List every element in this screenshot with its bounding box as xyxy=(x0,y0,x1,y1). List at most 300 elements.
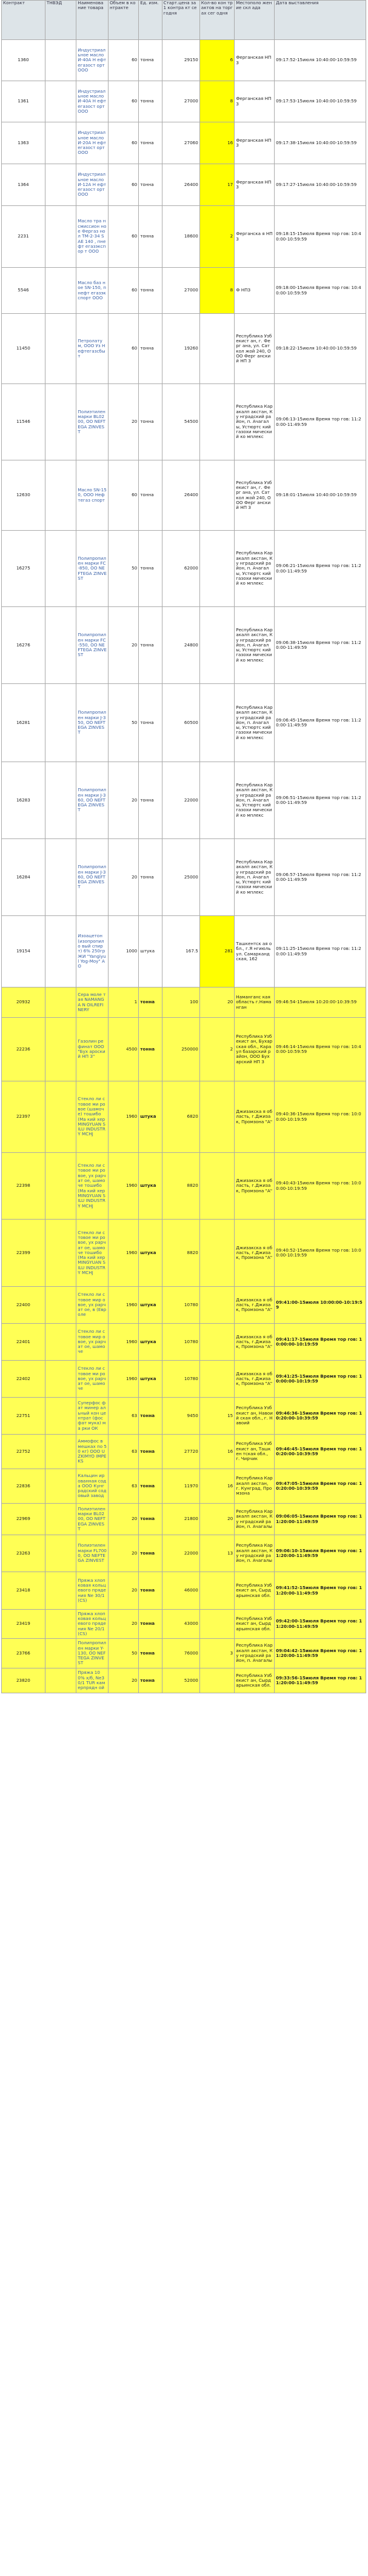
location-cell: Наманганс кая область г.Наманган xyxy=(235,988,275,1018)
date-cell: 09:33:56-15июля Время тор гов: 11:20:00-11:49:59 xyxy=(275,1668,366,1693)
price-cell: 27720 xyxy=(162,1435,199,1469)
date-cell: 09:17:53-15июля 10:40:00-10:59:59 xyxy=(275,81,366,122)
location-cell: Республика Узбекист ан, Бухарская обл., Караул базарский район, ООО Бух арский НП З xyxy=(235,1018,275,1081)
price-cell: 24800 xyxy=(162,607,199,684)
lots-cell xyxy=(199,1668,234,1693)
qty-cell: 60 xyxy=(108,122,138,164)
lots-cell xyxy=(199,607,234,684)
date-cell: 09:46:36-15июля Время тор гов: 10:20:00-10:39:59 xyxy=(275,1398,366,1435)
unit-cell: тонна xyxy=(139,1535,162,1572)
header-price: Старт.цена за 1 контра кт сегодня xyxy=(162,1,199,40)
lots-cell xyxy=(199,314,234,384)
location-cell: Республика Узбекист ан, г. Ферг ана, ул. Сат кол жой 240, ООО Ферг анский НП З xyxy=(235,460,275,531)
lots-cell xyxy=(199,1610,234,1639)
product-link[interactable]: Стекло ли стовое ми ровое, ух рарчат ое, шамоче тошибо (Ма кий хер MINGYUAN SILU INDUSTRY MCHJ xyxy=(78,1163,106,1209)
table-row[interactable] xyxy=(2,1153,366,1220)
table-row[interactable] xyxy=(2,1220,366,1287)
tnved-cell xyxy=(45,531,76,607)
location-cell: Джизакска я область, г.Джизак, Промзона "А" xyxy=(235,1324,275,1361)
qty-cell: 20 xyxy=(108,607,138,684)
location-cell: Республика Каракалп акстан, Ку нградский район, п. Ачагалы, Устюртс кий газохи мический ко мплекс xyxy=(235,762,275,839)
qty-cell: 1960 xyxy=(108,1220,138,1287)
table-row[interactable] xyxy=(2,1398,366,1435)
contract-id: 22399 xyxy=(2,1220,45,1287)
product-link[interactable]: Стекло ли стовое мир овое, ух рарчат ое, в (Евроле xyxy=(78,1292,107,1318)
unit-cell: штука xyxy=(139,1361,162,1398)
tnved-cell xyxy=(45,268,76,314)
product-link[interactable]: Полиэтилен марки FL7000, OO NEFTEGA ZINVEST xyxy=(78,1542,107,1564)
unit-cell: тонна xyxy=(139,1018,162,1081)
tnved-cell xyxy=(45,460,76,531)
table-row[interactable] xyxy=(2,460,366,531)
lots-cell: 16 xyxy=(199,122,234,164)
contract-id: 22236 xyxy=(2,1018,45,1081)
unit-cell: тонна xyxy=(139,164,162,206)
unit-cell: тонна xyxy=(139,1435,162,1469)
qty-cell: 1960 xyxy=(108,1361,138,1398)
qty-cell: 1000 xyxy=(108,916,138,988)
header-contract: Контракт xyxy=(2,1,45,40)
price-cell: 9450 xyxy=(162,1398,199,1435)
contract-id: 22398 xyxy=(2,1153,45,1220)
product-link[interactable]: Стекло ли стовое ми ровое (шамоче) тошибо (Ма кий хер MINGYUAN SILU INDUSTRY MCHJ xyxy=(78,1096,105,1137)
tnved-cell xyxy=(45,1018,76,1081)
unit-cell: тонна xyxy=(139,1469,162,1504)
contract-id: 22836 xyxy=(2,1469,45,1504)
tnved-cell xyxy=(45,839,76,916)
lots-cell: 8 xyxy=(199,268,234,314)
contracts-table xyxy=(1,0,366,1693)
lots-cell xyxy=(199,684,234,762)
table-row[interactable] xyxy=(2,1610,366,1639)
date-cell: 09:17:52-15июля 10:40:00-10:59:59 xyxy=(275,40,366,81)
tnved-cell xyxy=(45,122,76,164)
lots-cell: 8 xyxy=(199,81,234,122)
tnved-cell xyxy=(45,164,76,206)
lots-cell: 16 xyxy=(199,1435,234,1469)
contract-id: 23766 xyxy=(2,1639,45,1668)
table-row[interactable] xyxy=(2,1018,366,1081)
date-cell: 09:42:00-15июля Время тор гов: 11:20:00-11:49:59 xyxy=(275,1610,366,1639)
product-link[interactable]: Полипропилен марки J-360, OO NEFTEGA ZINVEST xyxy=(78,864,106,890)
product-link[interactable]: Полиэтилен марки BL0200, OO NEFTEGA ZINVEST xyxy=(78,408,105,434)
unit-cell: тонна xyxy=(139,1398,162,1435)
product-link[interactable]: Масло тра нсмиссион ное Фергаз нол ТМ-2-34 SAE 140 , пнефт егазэкспор т ООО xyxy=(78,218,107,254)
price-cell: 22000 xyxy=(162,1535,199,1572)
unit-cell: тонна xyxy=(139,206,162,268)
table-row[interactable] xyxy=(2,916,366,988)
lots-cell: 2 xyxy=(199,1018,234,1081)
contract-id: 23419 xyxy=(2,1610,45,1639)
price-cell: 26400 xyxy=(162,164,199,206)
price-cell: 60500 xyxy=(162,684,199,762)
contract-id: 16283 xyxy=(2,762,45,839)
tnved-cell xyxy=(45,1361,76,1398)
contract-id: 22400 xyxy=(2,1287,45,1324)
lots-cell xyxy=(199,531,234,607)
location-cell: Ташкентск ая обл., г.Я нгиюль ул. Самарканд ская, 162 xyxy=(235,916,275,988)
table-row[interactable] xyxy=(2,684,366,762)
table-row[interactable] xyxy=(2,1435,366,1469)
qty-cell: 1 xyxy=(108,988,138,1018)
price-cell: 21800 xyxy=(162,1504,199,1535)
table-row[interactable] xyxy=(2,1535,366,1572)
qty-cell: 60 xyxy=(108,164,138,206)
product-name xyxy=(76,314,109,384)
product-link[interactable]: Полипропилен марки Y-130, OO NEFTEGA ZINVEST xyxy=(78,1640,106,1666)
date-cell: 09:06:05-15июля Время тор гов: 11:20:00-11:49:59 xyxy=(275,1504,366,1535)
qty-cell: 20 xyxy=(108,762,138,839)
price-cell: 167.5 xyxy=(162,916,199,988)
contract-id: 16276 xyxy=(2,607,45,684)
product-link[interactable]: Аммофос в мешках по 50 кг) ООО UZKIMYO IMPEKS xyxy=(78,1438,107,1464)
price-cell: 22000 xyxy=(162,762,199,839)
tnved-cell xyxy=(45,1572,76,1610)
contract-id: 1360 xyxy=(2,40,45,81)
lots-cell xyxy=(199,460,234,531)
lots-cell xyxy=(199,384,234,460)
lots-cell: 281 xyxy=(199,916,234,988)
price-cell: 11970 xyxy=(162,1469,199,1504)
price-cell: 26400 xyxy=(162,460,199,531)
product-link[interactable]: Индустриальное масло И-20А Н ефтегазост орт ООО xyxy=(78,130,107,156)
product-name xyxy=(76,1398,109,1435)
product-link[interactable]: Пряжа хлоп ковая кольцевого прядения Ne 20/1 (СS) xyxy=(78,1610,106,1636)
product-link[interactable]: Пряжа 100% х/б, Ne30/1 TUR камерпрядн ой xyxy=(78,1670,105,1691)
location-cell: Ферганская НПЗ xyxy=(235,40,275,81)
qty-cell: 20 xyxy=(108,1610,138,1639)
contract-id: 5546 xyxy=(2,268,45,314)
location-cell: Джизакска я область, г.Джизак, Промзона "А" xyxy=(235,1287,275,1324)
contract-id: 22752 xyxy=(2,1435,45,1469)
qty-cell: 1960 xyxy=(108,1324,138,1361)
table-row[interactable] xyxy=(2,1361,366,1398)
tnved-cell xyxy=(45,40,76,81)
qty-cell: 63 xyxy=(108,1398,138,1435)
tnved-cell xyxy=(45,1398,76,1435)
contract-id: 23820 xyxy=(2,1668,45,1693)
date-cell: 09:04:42-15июля Время тор гов: 11:20:00-11:49:59 xyxy=(275,1639,366,1668)
tnved-cell xyxy=(45,81,76,122)
location-cell: Джизакска я область, г.Джизак, Промзона "А" xyxy=(235,1220,275,1287)
product-name xyxy=(76,268,109,314)
date-cell: 09:06:38-15июля Время тор гов: 11:20:00-11:49:59 xyxy=(275,607,366,684)
product-name xyxy=(76,1361,109,1398)
location-cell: Республика Каракалп акстан, г. Кунград, Промзона xyxy=(235,1469,275,1504)
date-cell: 09:06:45-15июля Время тор гов: 11:20:00-11:49:59 xyxy=(275,684,366,762)
product-name xyxy=(76,460,109,531)
qty-cell: 4500 xyxy=(108,1018,138,1081)
tnved-cell xyxy=(45,1639,76,1668)
location-cell: Республика Каракалп акстан, Ку нградский район, п. Ачагалы, Устюртс кий газохи мический ко мплекс xyxy=(235,684,275,762)
unit-cell: тонна xyxy=(139,684,162,762)
lots-cell: 15 xyxy=(199,1398,234,1435)
product-link[interactable]: Газолин рефинат ООО "Бух ароский НП З" xyxy=(78,1038,105,1060)
table-row[interactable] xyxy=(2,1668,366,1693)
contract-id: 2231 xyxy=(2,206,45,268)
table-row[interactable] xyxy=(2,206,366,268)
price-cell: 18600 xyxy=(162,206,199,268)
product-link[interactable]: Стекло ли стовое ми ровое, ух рарчат ое, шамоче xyxy=(78,1366,106,1392)
location-cell: Ферганская НПЗ xyxy=(235,81,275,122)
header-row xyxy=(2,1,366,40)
product-name xyxy=(76,1535,109,1572)
lots-cell: 17 xyxy=(199,164,234,206)
tnved-cell xyxy=(45,1469,76,1504)
date-cell: 09:46:14-15июля Время тор гов: 10:40:00-10:59:59 xyxy=(275,1018,366,1081)
price-cell: 27060 xyxy=(162,122,199,164)
header-location: Местополо жение скл ада xyxy=(235,1,275,40)
tnved-cell xyxy=(45,684,76,762)
unit-cell: штука xyxy=(139,1324,162,1361)
tnved-cell xyxy=(45,1324,76,1361)
contract-id: 19154 xyxy=(2,916,45,988)
qty-cell: 1960 xyxy=(108,1287,138,1324)
location-cell: Ферганская НПЗ xyxy=(235,164,275,206)
product-name xyxy=(76,40,109,81)
header-unit: Ед. изм. xyxy=(139,1,162,40)
table-row[interactable] xyxy=(2,268,366,314)
date-cell: 09:18:00-15июля Время тор гов: 10:40:00-10:59:59 xyxy=(275,268,366,314)
date-cell: 09:41:52-15июля Время тор гов: 11:20:00-11:49:59 xyxy=(275,1572,366,1610)
product-link[interactable]: Полипропилен марки J-360, OO NEFTEGA ZINVEST xyxy=(78,787,106,813)
table-row[interactable] xyxy=(2,1324,366,1361)
unit-cell: тонна xyxy=(139,384,162,460)
date-cell: 09:18:22-15июля 10:40:00-10:59:59 xyxy=(275,314,366,384)
tnved-cell xyxy=(45,1504,76,1535)
date-cell: 09:40:36-15июля Время тор гов: 10:00:00-10:19:59 xyxy=(275,1081,366,1153)
lots-cell xyxy=(199,762,234,839)
lots-cell: 3 xyxy=(199,1639,234,1668)
product-link[interactable]: Стекло ли стовое ми ровое, ух рарчат ое, шамоче тошибо (Ма кий хер MINGYUAN SILU INDUSTRY MCHJ xyxy=(78,1229,106,1276)
tnved-cell xyxy=(45,1287,76,1324)
tnved-cell xyxy=(45,1610,76,1639)
product-link[interactable]: Индустриальное масло И-12А Н ефтегазост орт ООО xyxy=(78,171,107,198)
qty-cell: 60 xyxy=(108,81,138,122)
table-row[interactable] xyxy=(2,762,366,839)
qty-cell: 20 xyxy=(108,1572,138,1610)
product-name xyxy=(76,1504,109,1535)
product-link[interactable]: Пряжа хлоп ковая кольцевого прядения Ne 30/1 (СS) xyxy=(78,1577,106,1603)
date-cell: 09:06:57-15июля Время тор гов: 11:20:00-11:49:59 xyxy=(275,839,366,916)
date-cell: 09:06:51-15июля Время тор гов: 11:20:00-11:49:59 xyxy=(275,762,366,839)
product-name xyxy=(76,988,109,1018)
date-cell: 09:46:54-15июля 10:20:00-10:39:59 xyxy=(275,988,366,1018)
product-name xyxy=(76,1220,109,1287)
date-cell: 09:17:38-15июля 10:40:00-10:59:59 xyxy=(275,122,366,164)
product-name xyxy=(76,81,109,122)
product-name xyxy=(76,1572,109,1610)
lots-cell xyxy=(199,1361,234,1398)
date-cell: 09:40:43-15июля Время тор гов: 10:00:00-10:19:59 xyxy=(275,1153,366,1220)
date-cell: 09:17:27-15июля 10:40:00-10:59:59 xyxy=(275,164,366,206)
table-row[interactable] xyxy=(2,1639,366,1668)
price-cell: 43000 xyxy=(162,1610,199,1639)
header-qty: Объем в контракте xyxy=(108,1,138,40)
contract-id: 23263 xyxy=(2,1535,45,1572)
contract-id: 1363 xyxy=(2,122,45,164)
table-row[interactable] xyxy=(2,164,366,206)
product-name xyxy=(76,684,109,762)
location-cell: Республика Узбекист ан, Сырдарьинская обл. xyxy=(235,1572,275,1610)
product-name xyxy=(76,1639,109,1668)
price-cell: 8820 xyxy=(162,1153,199,1220)
product-link[interactable]: Масло SN-150, ООО Нефтегаз спорт xyxy=(78,487,107,503)
contract-id: 22397 xyxy=(2,1081,45,1153)
date-cell: 09:18:01-15июля 10:40:00-10:59:59 xyxy=(275,460,366,531)
location-cell: Республика Узбекист ан, Сырдарьинская обл. xyxy=(235,1668,275,1693)
contract-id: 16284 xyxy=(2,839,45,916)
product-link[interactable]: Индустриальное масло И-40А Н ефтегазост орт ООО xyxy=(78,47,107,73)
unit-cell: тонна xyxy=(139,839,162,916)
product-name xyxy=(76,916,109,988)
location-cell: Джизакска я область, г.Джизак, Промзона "А" xyxy=(235,1081,275,1153)
contract-id: 11450 xyxy=(2,314,45,384)
table-row[interactable] xyxy=(2,1572,366,1610)
product-link[interactable]: Петролатум, ООО Уз Нефтегазсбыт xyxy=(78,337,105,359)
tnved-cell xyxy=(45,1668,76,1693)
price-cell: 25000 xyxy=(162,839,199,916)
table-row[interactable] xyxy=(2,1504,366,1535)
qty-cell: 60 xyxy=(108,268,138,314)
unit-cell: тонна xyxy=(139,122,162,164)
unit-cell: тонна xyxy=(139,40,162,81)
product-link[interactable]: Полипропилен марки J-350, OO NEFTEGA ZINVEST xyxy=(78,709,106,735)
tnved-cell xyxy=(45,607,76,684)
product-name xyxy=(76,164,109,206)
qty-cell: 60 xyxy=(108,460,138,531)
table-row[interactable] xyxy=(2,81,366,122)
price-cell: 10780 xyxy=(162,1324,199,1361)
contract-id: 16281 xyxy=(2,684,45,762)
qty-cell: 60 xyxy=(108,314,138,384)
location-cell: Республика Узбекист ан, г. Ферг ана, ул. Сат кол жой 240, ООО Ферг анский НП З xyxy=(235,314,275,384)
qty-cell: 50 xyxy=(108,684,138,762)
location-cell: Республика Каракалп акстан, Ку нградский район, п. Ачагалы, Устюртс кий газохи мический ко мплекс xyxy=(235,384,275,460)
product-link[interactable]: Суперфос фат минер альный кон центрат (фосфат мука) ма рки ОК xyxy=(78,1400,106,1431)
price-cell: 250000 xyxy=(162,1018,199,1081)
table-row[interactable] xyxy=(2,839,366,916)
table-row[interactable] xyxy=(2,1287,366,1324)
table-row[interactable] xyxy=(2,1081,366,1153)
header-name: Наименова ние товара xyxy=(76,1,109,40)
product-name xyxy=(76,122,109,164)
table-row[interactable] xyxy=(2,122,366,164)
price-cell: 19260 xyxy=(162,314,199,384)
lots-cell xyxy=(199,839,234,916)
table-row[interactable] xyxy=(2,607,366,684)
location-cell: Ф НПЗ xyxy=(235,268,275,314)
product-name xyxy=(76,1081,109,1153)
location-cell: Республика Каракалп акстан, Ку нградский район, п. Ачагалы, Устюртс кий газохи мический ко мплекс xyxy=(235,607,275,684)
qty-cell: 20 xyxy=(108,839,138,916)
lots-cell xyxy=(199,1324,234,1361)
product-link[interactable]: Индустриальное масло И-40А Н ефтегазост орт ООО xyxy=(78,88,107,114)
price-cell: 76000 xyxy=(162,1639,199,1668)
location-cell: Ферганская НПЗ xyxy=(235,122,275,164)
tnved-cell xyxy=(45,1081,76,1153)
unit-cell: тонна xyxy=(139,81,162,122)
unit-cell: тонна xyxy=(139,460,162,531)
qty-cell: 60 xyxy=(108,206,138,268)
qty-cell: 20 xyxy=(108,1535,138,1572)
contract-id: 12630 xyxy=(2,460,45,531)
lots-cell xyxy=(199,1220,234,1287)
contract-id: 20932 xyxy=(2,988,45,1018)
price-cell: 10780 xyxy=(162,1287,199,1324)
qty-cell: 1960 xyxy=(108,1081,138,1153)
product-name xyxy=(76,607,109,684)
table-row[interactable] xyxy=(2,1469,366,1504)
location-cell: Республика Каракалп акстан, Ку нградский район, п. Ачагалы xyxy=(235,1535,275,1572)
contract-id: 22401 xyxy=(2,1324,45,1361)
product-link[interactable]: Масло баз ное SN-150, пнефт егазэкспорт ООО xyxy=(78,279,106,300)
product-link[interactable]: Полипропилен марки FC-550, OO NEFTEGA ZINVEST xyxy=(78,632,107,658)
unit-cell: штука xyxy=(139,916,162,988)
lots-cell: 16 xyxy=(199,1469,234,1504)
unit-cell: штука xyxy=(139,1081,162,1153)
product-name xyxy=(76,1153,109,1220)
qty-cell: 20 xyxy=(108,1504,138,1535)
product-name xyxy=(76,1018,109,1081)
tnved-cell xyxy=(45,1220,76,1287)
date-cell: 09:41:17-15июля Время тор гов: 10:00:00-10:19:59 xyxy=(275,1324,366,1361)
date-cell: 09:06:21-15июля Время тор гов: 11:20:00-11:49:59 xyxy=(275,531,366,607)
product-link[interactable]: Полиэтилен марки BL0200, OO NEFTEGA ZINVEST xyxy=(78,1505,105,1532)
product-link[interactable]: Сера моле тая NAMANGA N OILREFINERY xyxy=(78,991,106,1012)
location-cell: Джизакска я область, г.Джизак, Промзона "А" xyxy=(235,1361,275,1398)
tnved-cell xyxy=(45,916,76,988)
product-name xyxy=(76,1668,109,1693)
lots-cell: 13 xyxy=(199,1535,234,1572)
unit-cell: штука xyxy=(139,1153,162,1220)
price-cell: 62000 xyxy=(162,531,199,607)
unit-cell: тонна xyxy=(139,1572,162,1610)
date-cell: 09:47:05-15июля Время тор гов: 10:20:00-10:39:59 xyxy=(275,1469,366,1504)
table-row[interactable] xyxy=(2,531,366,607)
product-link[interactable]: Стекло ли стовое мир овое, ух рарчат ое, шамоче xyxy=(78,1329,106,1355)
product-link[interactable]: Полипропилен марки FC-850, OO NEFTEGA ZINVEST xyxy=(78,555,107,581)
tnved-cell xyxy=(45,1153,76,1220)
table-row[interactable] xyxy=(2,40,366,81)
product-name xyxy=(76,531,109,607)
qty-cell: 20 xyxy=(108,1668,138,1693)
price-cell: 27000 xyxy=(162,81,199,122)
unit-cell: тонна xyxy=(139,1639,162,1668)
product-link[interactable]: Кальцин ированная сода ООО Кунградский содовый завод xyxy=(78,1473,107,1499)
date-cell: 09:18:15-15июля Время тор гов: 10:40:00-10:59:59 xyxy=(275,206,366,268)
table-row[interactable] xyxy=(2,384,366,460)
date-cell: 09:06:10-15июля Время тор гов: 11:20:00-11:49:59 xyxy=(275,1535,366,1572)
product-name xyxy=(76,1287,109,1324)
location-cell: Республика Каракалп акстан, Ку нградский район, п. Ачагалы xyxy=(235,1504,275,1535)
product-name xyxy=(76,384,109,460)
contract-id: 11546 xyxy=(2,384,45,460)
header-tnved: ТНВЭД xyxy=(45,1,76,40)
product-link[interactable]: Изоацетон (изопропило вый спирт) 6% 250гр ЖИ "Yangiyul Yog-Moy" AO xyxy=(78,933,106,969)
contract-id: 22751 xyxy=(2,1398,45,1435)
lots-cell: 6 xyxy=(199,40,234,81)
product-name xyxy=(76,1435,109,1469)
lots-cell: 2 xyxy=(199,206,234,268)
price-cell: 29150 xyxy=(162,40,199,81)
table-row[interactable] xyxy=(2,988,366,1018)
table-row[interactable] xyxy=(2,314,366,384)
tnved-cell xyxy=(45,384,76,460)
unit-cell: тонна xyxy=(139,314,162,384)
unit-cell: штука xyxy=(139,1287,162,1324)
location-cell: Республика Каракалп акстан, Ку нградский район, п. Ачагалы, Устюртс кий газохи мический ко мплекс xyxy=(235,531,275,607)
